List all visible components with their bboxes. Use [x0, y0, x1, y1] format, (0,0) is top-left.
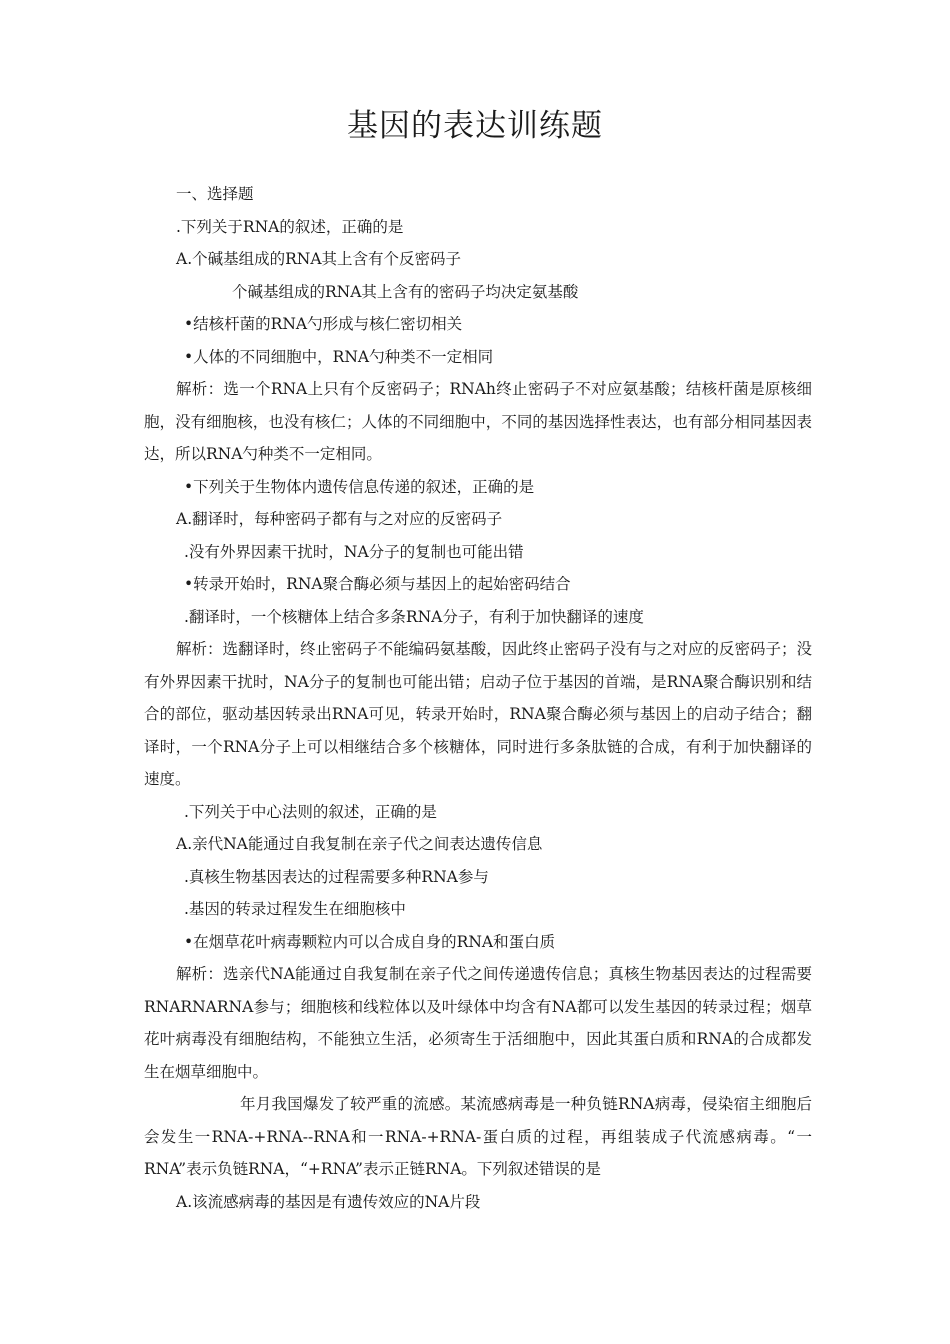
q3-option-c: .基因的转录过程发生在细胞核中 [184, 900, 406, 918]
q1-option-a: A.个碱基组成的RNA其上含有个反密码子 [176, 250, 462, 268]
section-heading: 一、选择题 [176, 185, 254, 203]
page-title: 基因的表达训练题 [347, 108, 603, 144]
q1-option-c: •结核杆菌的RNA勺形成与核仁密切相关 [184, 315, 463, 333]
document-body [144, 178, 812, 1218]
q2-analysis: 解析：选翻译时，终止密码子不能编码氨基酸，因此终止密码子没有与之对应的反密码子；没有外界因素干扰时，NA分子的复制也可能出错；启动子位于基因的首端，是RNA聚合酶识别和结合的部位，驱动基因转录出RNA可见，转录开始时，RNA聚合酶必须与基因上的启动子结合；翻译时，一个RNA分子上可以相继结合多个核糖体，同时进行多条肽链的合成，有利于加快翻译的速度。 [144, 640, 812, 788]
q3-option-d: •在烟草花叶病毒颗粒内可以合成自身的RNA和蛋白质 [184, 932, 556, 951]
q2-stem: •下列关于生物体内遗传信息传递的叙述，正确的是 [184, 477, 535, 496]
q1-option-d: •人体的不同细胞中，RNA勺种类不一定相同 [184, 347, 494, 366]
q2-option-b: .没有外界因素干扰时，NA分子的复制也可能出错 [184, 542, 524, 561]
q1-analysis: 解析：选一个RNA上只有个反密码子；RNAh终止密码子不对应氨基酸；结核杆菌是原核细胞，没有细胞核，也没有核仁；人体的不同细胞中，不同的基因选择性表达，也有部分相同基因表达，所以RNA勺种类不一定相同。 [144, 380, 812, 463]
q4-option-a: A.该流感病毒的基因是有遗传效应的NA片段 [176, 1192, 481, 1211]
q3-option-b: .真核生物基因表达的过程需要多种RNA参与 [184, 867, 489, 886]
q3-option-a: A.亲代NA能通过自我复制在亲子代之间表达遗传信息 [176, 835, 543, 853]
q3-stem: .下列关于中心法则的叙述，正确的是 [184, 802, 437, 821]
q1-option-b: 个碱基组成的RNA其上含有的密码子均决定氨基酸 [232, 282, 579, 301]
q1-stem: .下列关于RNA的叙述，正确的是 [176, 217, 404, 236]
q4-stem: 年月我国爆发了较严重的流感。某流感病毒是一种负链RNA病毒，侵染宿主细胞后会发生一RNA-+RNA--RNA和一RNA-+RNA-蛋白质的过程，再组装成子代流感病毒。“一RNA”表示负链RNA，“+RNA”表示正链RNA。下列叙述错误的是 [144, 1095, 812, 1178]
q2-option-a: A.翻译时，每种密码子都有与之对应的反密码子 [176, 510, 503, 528]
q2-option-d: .翻译时，一个核糖体上结合多条RNA分子，有利于加快翻译的速度 [184, 607, 644, 626]
q2-option-c: •转录开始时，RNA聚合酶必须与基因上的起始密码结合 [184, 575, 571, 593]
q3-analysis: 解析：选亲代NA能通过自我复制在亲子代之间传递遗传信息；真核生物基因表达的过程需要RNARNARNA参与；细胞核和线粒体以及叶绿体中均含有NA都可以发生基因的转录过程；烟草花叶病毒没有细胞结构，不能独立生活，必须寄生于活细胞中，因此其蛋白质和RNA的合成都发生在烟草细胞中。 [144, 965, 812, 1081]
